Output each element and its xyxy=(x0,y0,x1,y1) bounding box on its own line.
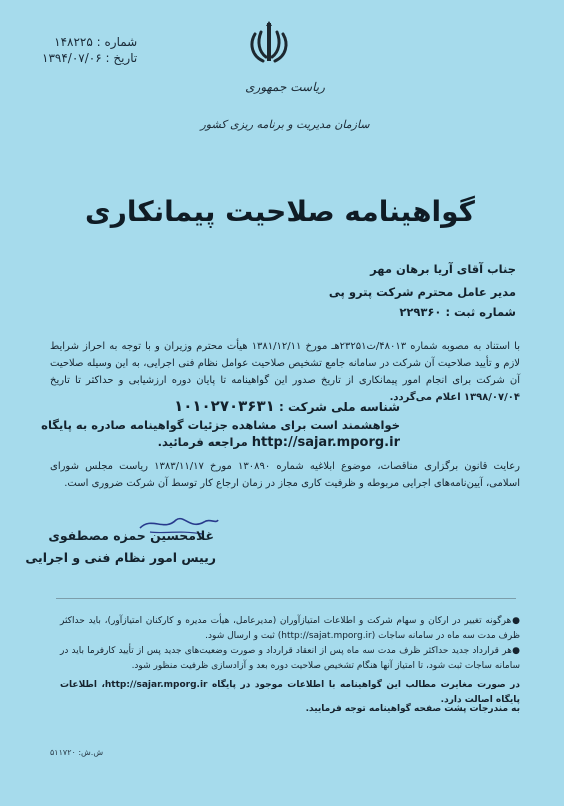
national-id-value: ۱۰۱۰۲۷۰۳۶۳۱ xyxy=(174,397,275,415)
iran-emblem-icon xyxy=(246,20,292,66)
expiry-date: ۱۳۹۸/۰۷/۰۴ xyxy=(463,392,520,403)
document-meta xyxy=(42,34,137,66)
date-label: تاریخ : xyxy=(105,51,138,65)
refer-text: مراجعه فرمائید. xyxy=(157,435,248,449)
view-request: خواهشمند است برای مشاهده جزئیات گواهینامه صادره به پایگاه xyxy=(41,418,400,432)
note-2: ●هر قرارداد جدید حداکثر ظرف مدت سه ماه پس از انعقاد قرارداد و صورت وضعیت‌های جدید پس از تأیید کارفرما باید در سامانه ساجات ثبت شود، تا امتیاز آنها هنگام تشخیص صلاحیت دوره بعد و آزادسازی ظرفیت منظور شود. xyxy=(60,646,520,671)
date-value: ۱۳۹۴/۰۷/۰۶ xyxy=(42,51,102,65)
date-line xyxy=(42,50,137,66)
recipient-position: مدیر عامل محترم شرکت پترو پی xyxy=(328,285,516,299)
national-id-line xyxy=(174,397,400,415)
law-paragraph: رعایت قانون برگزاری مناقصات، موضوع ابلاغیه شماره ۱۳۰۸۹۰ مورخ ۱۳۸۳/۱۱/۱۷ ریاست مجلس شورای اسلامی، آیین‌نامه‌های اجرایی مربوطه و ظرفیت کاری مجاز در زمان ارجاع کار توسط آن شرکت ضروری است. xyxy=(50,461,520,489)
footer-code: ش.ش: ۵۱۱۷۲۰ xyxy=(50,748,104,757)
registration-value: ۲۲۹۳۶۰ xyxy=(399,305,442,319)
site-url-link[interactable]: http://sajar.mporg.ir xyxy=(251,435,400,450)
body-paragraph xyxy=(50,338,520,406)
national-id-label: شناسه ملی شرکت : xyxy=(278,400,400,414)
page-edge xyxy=(564,0,570,806)
registration-label: شماره ثبت : xyxy=(445,305,516,319)
organization-label: سازمان مدیریت و برنامه ریزی کشور xyxy=(200,118,370,131)
number-line xyxy=(42,34,137,50)
note-1: ●هرگونه تغییر در ارکان و سهام شرکت و اطلاعات امتیازآوران (مدیرعامل، هیأت مدیره و کارکنان امتیازآور)، باید حداکثر ظرف مدت سه ماه در سامانه ساجات (http://sajat.mporg.ir) ثبت و ارسال شود. xyxy=(60,616,520,641)
site-line xyxy=(158,435,400,450)
certificate-title: گواهینامه صلاحیت پیمانکاری xyxy=(85,195,475,228)
signatory-name: غلامحسین حمزه مصطفوی xyxy=(48,528,214,543)
number-label: شماره : xyxy=(96,35,138,49)
body-paragraph-end: اعلام می‌گردد. xyxy=(389,392,461,403)
note-4: به مندرجات پشت صفحه گواهینامه توجه فرمایید. xyxy=(305,704,520,714)
body-paragraph-text: با استناد به مصوبه شماره ۴۸۰۱۳/ت۲۳۲۵۱هـ مورخ ۱۳۸۱/۱۲/۱۱ هیأت محترم وزیران و با توجه به احراز شرایط لازم و تأیید صلاحیت آن شرکت در سامانه جامع تشخیص صلاحیت عوامل نظام فنی اجرایی، به این وسیله صلاحیت آن شرکت برای انجام امور پیمانکاری از تاریخ صدور این گواهینامه تا پایان دوره ارزشیابی و حداکثر تا تاریخ xyxy=(50,341,520,386)
number-value: ۱۴۸۲۲۵ xyxy=(54,35,93,49)
registration-line xyxy=(399,305,516,319)
notes-divider xyxy=(56,598,516,599)
presidency-label: ریاست جمهوری xyxy=(245,80,325,94)
note-3: در صورت مغایرت مطالب این گواهینامه با اطلاعات موجود در پایگاه http://sajar.mporg.ir، اطلاعات پایگاه اصالت دارد. xyxy=(60,680,520,705)
signatory-position: رییس امور نظام فنی و اجرایی xyxy=(25,550,216,565)
recipient-name: جناب آقای آریا برهان مهر xyxy=(370,262,516,276)
